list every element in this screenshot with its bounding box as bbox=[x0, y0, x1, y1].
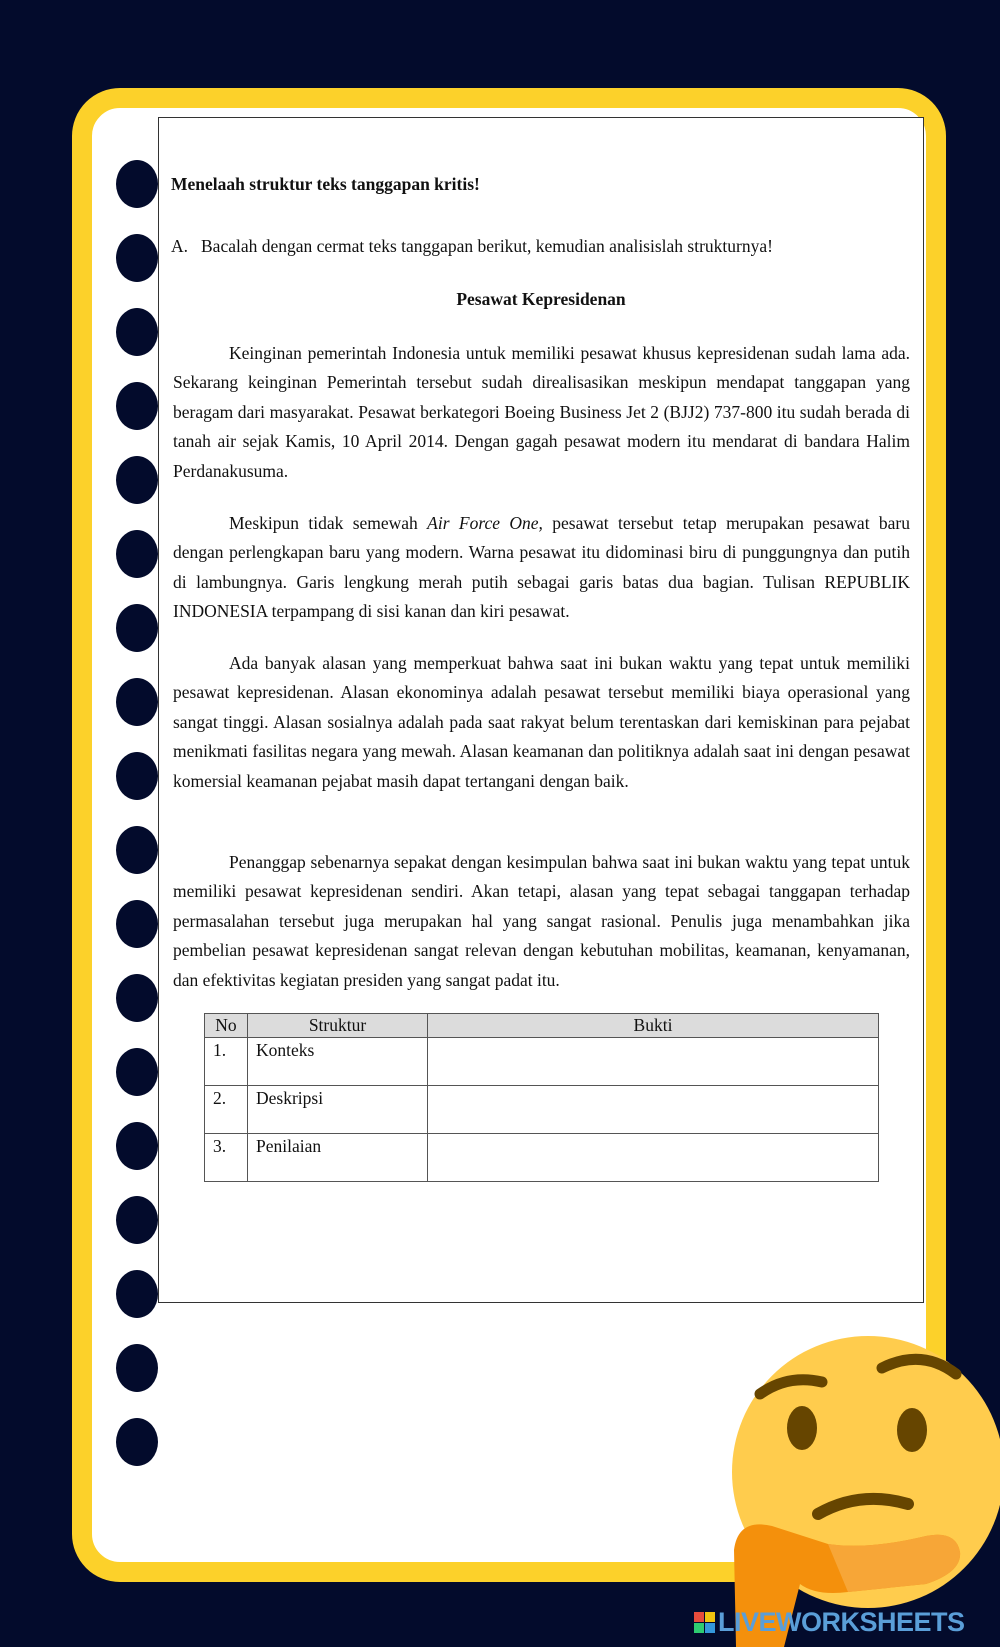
instruction bbox=[171, 236, 773, 257]
binder-hole bbox=[116, 1418, 158, 1466]
binder-hole bbox=[116, 826, 158, 874]
binder-hole bbox=[116, 382, 158, 430]
worksheet-heading: Menelaah struktur teks tanggapan kritis! bbox=[171, 174, 480, 194]
binder-hole bbox=[116, 308, 158, 356]
paragraph-4: Penanggap sebenarnya sepakat dengan kesimpulan bahwa saat ini bukan waktu yang tepat untuk memiliki pesawat kepresidenan sendiri. Akan tetapi, alasan yang tepat sebagai tanggapan terhadap permasalahan tersebut juga merupakan hal yang sangat rasional. Penulis juga menambahkan jika pembelian pesawat kepresidenan sangat relevan dengan kebutuhan mobilitas, keamanan, kenyamanan, dan efektivitas kegiatan presiden yang sangat padat itu. bbox=[173, 852, 910, 990]
binder-hole bbox=[116, 604, 158, 652]
binder-hole bbox=[116, 530, 158, 578]
cell-bukti-answer[interactable] bbox=[428, 1134, 879, 1182]
liveworksheets-mark-icon bbox=[694, 1612, 715, 1633]
cell-struktur: Konteks bbox=[248, 1038, 428, 1086]
cell-no: 3. bbox=[205, 1134, 248, 1182]
cell-bukti-answer[interactable] bbox=[428, 1038, 879, 1086]
table-header-row bbox=[205, 1014, 879, 1038]
cell-no: 1. bbox=[205, 1038, 248, 1086]
text-title: Pesawat Kepresidenan bbox=[456, 289, 626, 309]
binder-hole bbox=[116, 752, 158, 800]
liveworksheets-logo bbox=[694, 1607, 965, 1638]
structure-table bbox=[204, 1013, 879, 1182]
binder-hole bbox=[116, 160, 158, 208]
paragraph-1: Keinginan pemerintah Indonesia untuk memiliki pesawat khusus kepresidenan sudah lama ada. Sekarang keinginan Pemerintah tersebut sudah direalisasikan meskipun mendapat tanggapan yang beragam dari masyarakat. Pesawat berkategori Boeing Business Jet 2 (BJJ2) 737-800 itu sudah berada di tanah air sejak Kamis, 10 April 2014. Dengan gagah pesawat modern itu mendarat di bandara Halim Perdanakusuma. bbox=[173, 343, 910, 481]
cell-struktur: Deskripsi bbox=[248, 1086, 428, 1134]
column-header-no: No bbox=[205, 1014, 248, 1038]
column-header-bukti: Bukti bbox=[428, 1014, 879, 1038]
paragraph-2-start: Meskipun tidak semewah bbox=[229, 513, 428, 533]
paragraph-2-italic: Air Force One, bbox=[427, 513, 543, 533]
binder-hole bbox=[116, 1048, 158, 1096]
binder-hole bbox=[116, 1344, 158, 1392]
instruction-text: Bacalah dengan cermat teks tanggapan berikut, kemudian analisislah strukturnya! bbox=[201, 236, 773, 256]
binder-hole bbox=[116, 234, 158, 282]
table-row bbox=[205, 1038, 879, 1086]
binder-hole bbox=[116, 1122, 158, 1170]
thinking-face-icon bbox=[730, 1322, 1000, 1647]
liveworksheets-text: LIVEWORKSHEETS bbox=[718, 1607, 965, 1637]
cell-bukti-answer[interactable] bbox=[428, 1086, 879, 1134]
binder-hole bbox=[116, 1270, 158, 1318]
instruction-marker: A. bbox=[171, 236, 189, 256]
binder-hole bbox=[116, 900, 158, 948]
table-row bbox=[205, 1134, 879, 1182]
paragraph-2-end: pesawat tersebut tetap merupakan pesawat baru dengan perlengkapan baru yang modern. Warna pesawat itu didominasi biru di punggungnya dan putih di lambungnya. Garis lengkung merah putih sebagai garis batas dua bagian. Tulisan REPUBLIK INDONESIA terpampang di sisi kanan dan kiri pesawat. bbox=[173, 513, 911, 622]
column-header-struktur: Struktur bbox=[248, 1014, 428, 1038]
cell-struktur: Penilaian bbox=[248, 1134, 428, 1182]
binder-hole bbox=[116, 1196, 158, 1244]
binder-hole bbox=[116, 974, 158, 1022]
table-row bbox=[205, 1086, 879, 1134]
paragraph-2 bbox=[173, 509, 910, 627]
binder-hole bbox=[116, 678, 158, 726]
binder-hole bbox=[116, 456, 158, 504]
cell-no: 2. bbox=[205, 1086, 248, 1134]
paragraph-3: Ada banyak alasan yang memperkuat bahwa saat ini bukan waktu yang tepat untuk memiliki pesawat kepresidenan. Alasan ekonominya adalah pesawat tersebut memiliki biaya operasional yang sangat tinggi. Alasan sosialnya adalah pada saat rakyat belum terentaskan dari kemiskinan para pejabat menikmati fasilitas negara yang mewah. Alasan keamanan dan politiknya adalah saat ini dengan pesawat komersial keamanan pejabat masih dapat tertangani dengan baik. bbox=[173, 653, 910, 791]
